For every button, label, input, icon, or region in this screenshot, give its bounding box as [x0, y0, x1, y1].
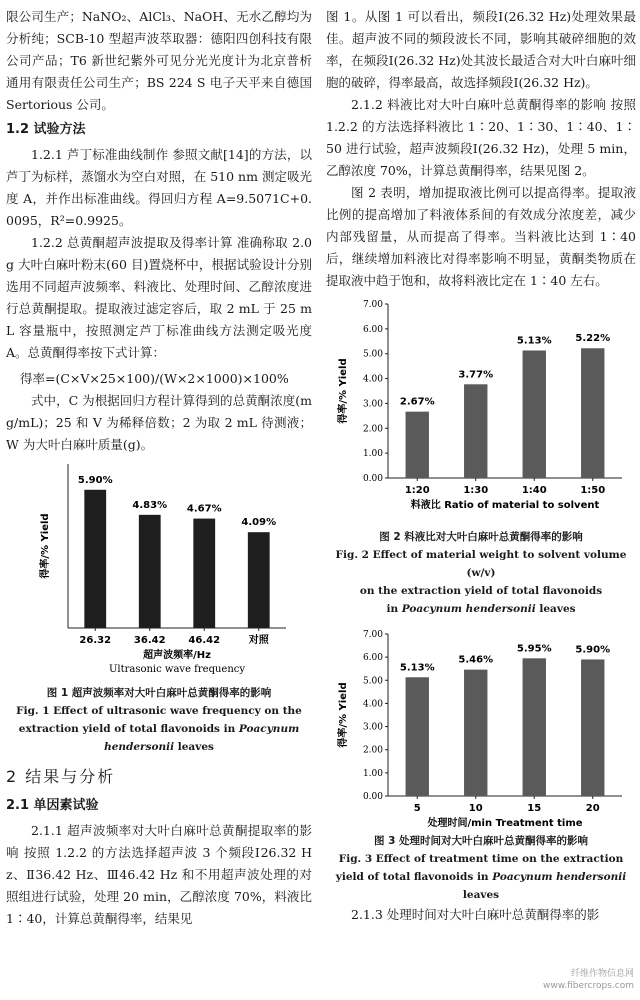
figure-1-result-paragraph: 图 1。从图 1 可以看出，频段Ⅰ(26.32 Hz)处理效果最佳。超声波不同的频段波长不同，影响其破碎细胞的效率，在频段Ⅰ(26.32 Hz)处其波长最适合对大叶白麻叶细胞的破碎，得率最高，故选择频段Ⅰ(26.32 Hz)。	[326, 9, 636, 90]
yield-formula: 得率=(C×V×25×100)/(W×2×1000)×100%	[20, 371, 289, 386]
materials-paragraph: 限公司生产；NaNO₂、AlCl₃、NaOH、无水乙醇均为分析纯；SCB-10 型超声波萃取器：德阳四创科技有限公司产品；T6 新世纪紫外可见分光光度计为北京普析通用有限责任公司生产；BS 224 S 电子天平来自德国 Sertorious 公司。	[6, 9, 312, 112]
heading-2-1: 2.1 单因素试验	[6, 798, 99, 813]
x-axis-label-en: Ultrasonic wave frequency	[108, 664, 246, 675]
figure-3-caption-en: Fig. 3 Effect of treatment time on the extraction yield of total flavonoids in Poacynum hendersonii leaves	[335, 853, 627, 901]
figure-2-chart	[326, 292, 636, 528]
data-label: 5.90%	[575, 644, 611, 656]
y-tick-label: 7.00	[362, 300, 383, 310]
figure-2-caption-en: Fig. 2 Effect of material weight to solvent volume (w/v) on the extraction yield of total flavonoids in Poacynum hendersonii leaves	[335, 549, 627, 615]
bar	[464, 384, 487, 478]
data-label: 4.09%	[241, 517, 277, 529]
y-tick-label: 0.00	[362, 474, 383, 484]
figure-1-caption-en: Fig. 1 Effect of ultrasonic wave frequency on the extraction yield of total flavonoids in Poacynum hendersonii leaves	[16, 705, 302, 753]
x-tick-label: 10	[468, 803, 483, 814]
bar	[523, 658, 546, 796]
paragraph-2-1-2: 2.1.2 料液比对大叶白麻叶总黄酮得率的影响 按照 1.2.2 的方法选择料液比 1∶20、1∶30、1∶40、1∶50 进行试验，超声波频段Ⅰ(26.32 Hz)，处理 5 min，乙醇浓度 70%，计算总黄酮得率，结果见图 2。	[326, 97, 636, 178]
y-tick-label: 6.00	[362, 653, 383, 664]
bar	[523, 350, 546, 478]
bar	[193, 519, 215, 628]
x-tick-label: 20	[585, 803, 600, 814]
y-tick-label: 4.00	[362, 374, 383, 385]
y-axis-label: 得率/% Yield	[338, 682, 349, 748]
y-tick-label: 1.00	[362, 768, 383, 779]
bar	[581, 659, 604, 796]
x-axis-label: 超声波频率/Hz	[143, 650, 211, 661]
x-tick-label: 15	[527, 803, 542, 814]
data-label: 3.77%	[458, 369, 494, 381]
data-label: 5.46%	[458, 654, 494, 666]
data-label: 5.22%	[575, 333, 611, 345]
y-tick-label: 0.00	[362, 792, 383, 802]
paragraph-2-1-3: 2.1.3 处理时间对大叶白麻叶总黄酮得率的影	[351, 907, 600, 922]
y-tick-label: 2.00	[362, 745, 383, 756]
y-tick-label: 3.00	[362, 399, 383, 410]
y-tick-label: 6.00	[362, 324, 383, 335]
paragraph-1-2-2: 1.2.2 总黄酮超声波提取及得率计算 准确称取 2.0 g 大叶白麻叶粉末(60 目)置烧杯中，根据试验设计分别选用不同超声波频率、料液比、处理时间、乙醇浓度进行总黄酮提取。提取液过滤定容后，取 2 mL 于 25 mL 容量瓶中，按照测定芦丁标准曲线方法测定吸光度 A。总黄酮得率按下式计算：	[6, 235, 312, 360]
bar	[139, 515, 161, 628]
y-tick-label: 7.00	[362, 630, 383, 640]
figure-2-caption-cn: 图 2 料液比对大叶白麻叶总黄酮得率的影响	[379, 531, 583, 543]
figure-3	[326, 624, 636, 904]
x-tick-label: 46.42	[188, 635, 221, 646]
section-2-heading: 2 结果与分析	[6, 767, 116, 786]
data-label: 5.90%	[77, 474, 113, 486]
x-tick-label: 对照	[248, 635, 269, 646]
data-label: 5.95%	[516, 643, 552, 655]
x-tick-label: 1:30	[463, 485, 489, 496]
x-tick-label: 1:40	[521, 485, 547, 496]
site-watermark: 纤维作物信息网 www.fibercrops.com	[543, 969, 634, 991]
bar	[84, 490, 106, 628]
paragraph-1-2-1: 1.2.1 芦丁标准曲线制作 参照文献[14]的方法，以芦丁为标样，蒸馏水为空白对照，在 510 nm 测定吸光度 A，并作出标准曲线。得回归方程 A=9.5071C+0.0095，R²=0.9925。	[6, 147, 312, 228]
paragraph-2-1-1: 2.1.1 超声波频率对大叶白麻叶总黄酮提取率的影响 按照 1.2.2 的方法选择超声波 3 个频段Ⅰ26.32 Hz、Ⅱ36.42 Hz、Ⅲ46.42 Hz 和不用超声波处理的对照组进行试验，处理 20 min，乙醇浓度 70%，料液比 1∶40，计算总黄酮得率，结果见	[6, 823, 312, 926]
right-column	[326, 6, 636, 926]
figure-3-caption-cn: 图 3 处理时间对大叶白麻叶总黄酮得率的影响	[373, 835, 589, 847]
data-label: 2.67%	[399, 396, 435, 408]
y-tick-label: 2.00	[362, 424, 383, 435]
figure-3-chart	[326, 624, 636, 832]
data-label: 4.83%	[132, 499, 168, 511]
left-column	[6, 6, 312, 930]
x-tick-label: 5	[413, 803, 421, 814]
x-axis-label: 料液比 Ratio of material to solvent	[410, 500, 600, 511]
data-label: 5.13%	[399, 662, 435, 674]
bar	[581, 348, 604, 478]
y-tick-label: 5.00	[362, 349, 383, 360]
x-tick-label: 1:20	[404, 485, 430, 496]
figure-2-result-paragraph: 图 2 表明，增加提取液比例可以提高得率。提取液比例的提高增加了料液体系间的有效成分浓度差，减少内部残留量，从而提高了得率。当料液比达到 1∶40 后，继续增加料液比对得率影响不明显，黄酮类物质在提取液中趋于饱和，故将料液比定在 1∶40 左右。	[326, 185, 636, 288]
y-axis-label: 得率/% Yield	[40, 513, 51, 579]
figure-1	[6, 456, 312, 756]
bar	[464, 670, 487, 796]
y-tick-label: 1.00	[362, 449, 383, 460]
x-tick-label: 1:50	[580, 485, 606, 496]
bar	[248, 532, 270, 628]
figure-1-caption-cn: 图 1 超声波频率对大叶白麻叶总黄酮得率的影响	[46, 687, 272, 699]
heading-1-2: 1.2 试验方法	[6, 122, 86, 137]
y-tick-label: 3.00	[362, 722, 383, 733]
x-axis-label: 处理时间/min Treatment time	[427, 818, 583, 829]
data-label: 4.67%	[186, 503, 222, 515]
y-tick-label: 4.00	[362, 699, 383, 710]
x-tick-label: 26.32	[79, 635, 112, 646]
x-tick-label: 36.42	[133, 635, 166, 646]
formula-note-paragraph: 式中，C 为根据回归方程计算得到的总黄酮浓度(mg/mL)；25 和 V 为稀释倍数；2 为取 2 mL 待测液；W 为大叶白麻叶质量(g)。	[6, 393, 312, 452]
y-axis-label: 得率/% Yield	[338, 358, 349, 424]
data-label: 5.13%	[516, 335, 552, 347]
figure-1-chart	[6, 456, 312, 684]
bar	[406, 412, 429, 478]
figure-2	[326, 292, 636, 618]
bar	[406, 677, 429, 796]
y-tick-label: 5.00	[362, 676, 383, 687]
